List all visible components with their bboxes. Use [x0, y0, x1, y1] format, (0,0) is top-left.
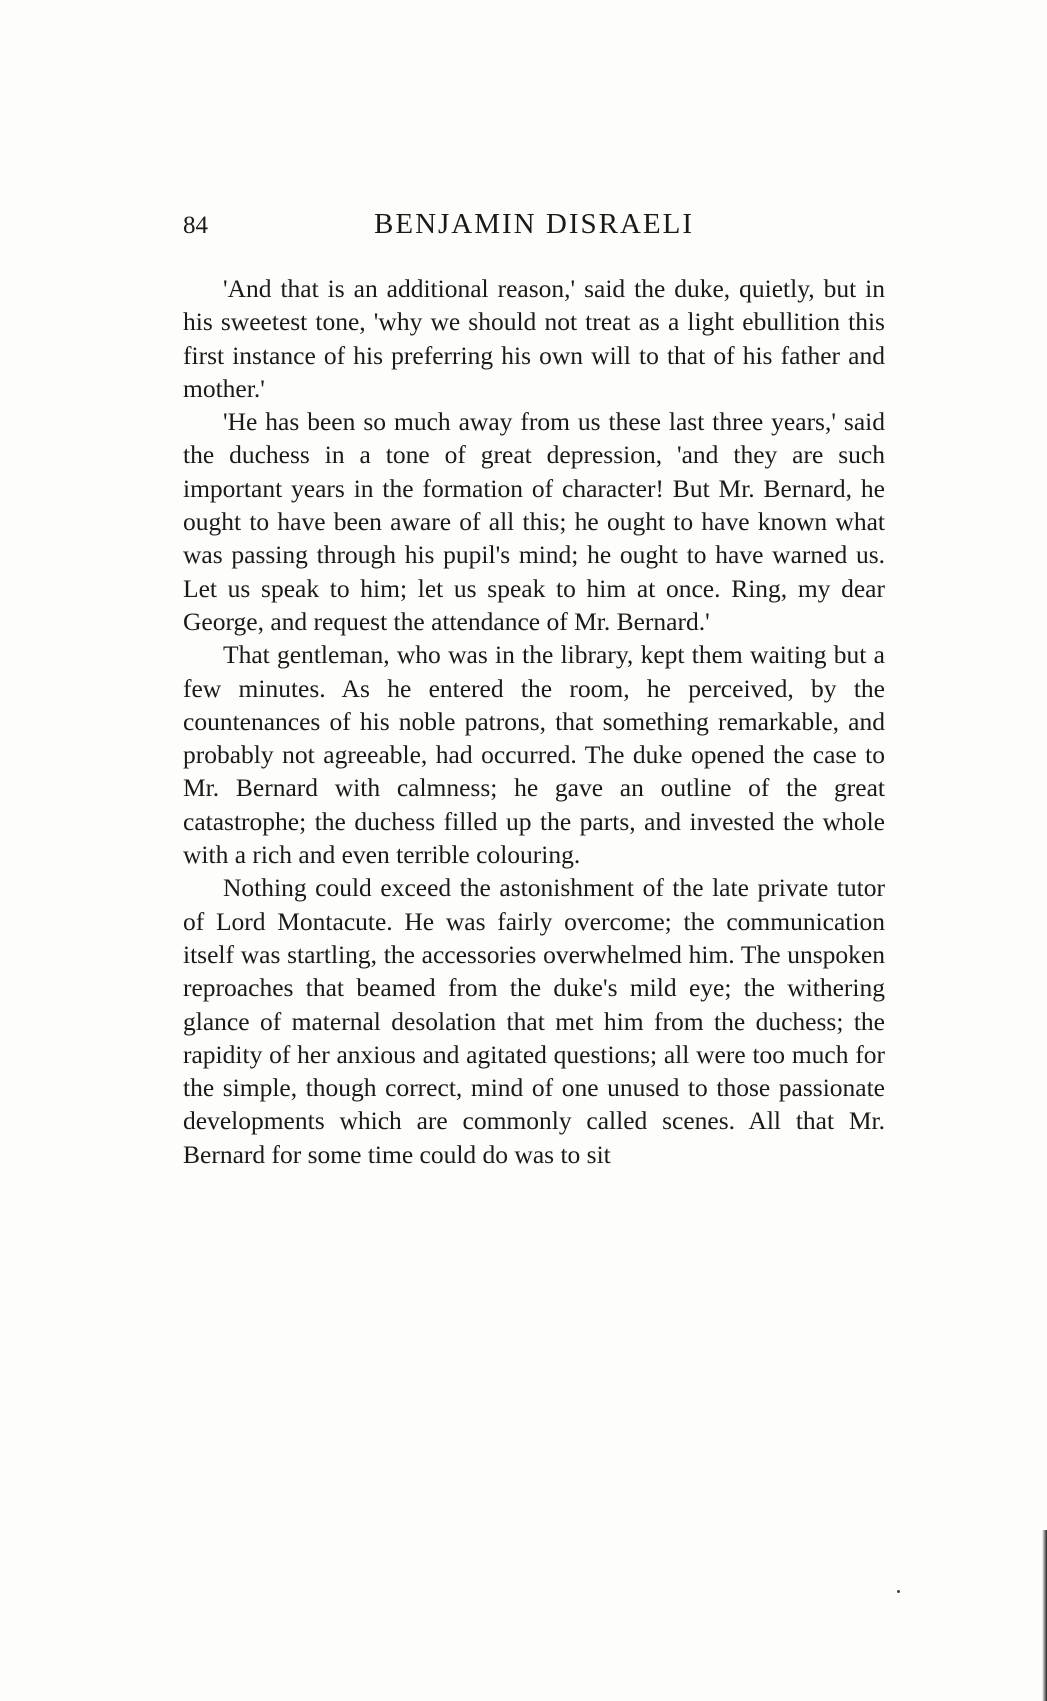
running-head	[183, 208, 885, 248]
paragraph-4: Nothing could exceed the astonishment of the late private tutor of Lord Montacute. He was fairly overcome; the communication itself was startling, the accessories overwhelmed him. The unspoken reproaches that beamed from the duke's mild eye; the withering glance of maternal desolation that met him from the duchess; the rapidity of her anxious and agitated questions; all were too much for the simple, though correct, mind of one unused to those passionate developments which are commonly called scenes. All that Mr. Bernard for some time could do was to sit	[183, 873, 885, 1169]
binding-edge	[1042, 1530, 1047, 1701]
body-text	[183, 272, 885, 1171]
paragraph-3: That gentleman, who was in the library, kept them waiting but a few minutes. As he entered the room, he perceived, by the countenances of his noble patrons, that something remarkable, and probably not agreeable, had occurred. The duke opened the case to Mr. Bernard with calmness; he gave an outline of the great catastrophe; the duchess filled up the parts, and invested the whole with a rich and even terrible colouring.	[183, 640, 885, 870]
running-title: BENJAMIN DISRAELI	[374, 208, 694, 240]
paragraph-1: 'And that is an additional reason,' said the duke, quietly, but in his sweetest tone, 'why we should not treat as a light ebullition this first instance of his preferring his own will to that of his father and mother.'	[183, 274, 885, 403]
print-speck	[897, 1590, 900, 1593]
page-number: 84	[183, 212, 208, 239]
paragraph-2: 'He has been so much away from us these last three years,' said the duchess in a tone of great depression, 'and they are such important years in the formation of character! But Mr. Bernard, he ought to have been aware of all this; he ought to have known what was passing through his pupil's mind; he ought to have warned us. Let us speak to him; let us speak to him at once. Ring, my dear George, and request the attendance of Mr. Bernard.'	[183, 407, 885, 636]
